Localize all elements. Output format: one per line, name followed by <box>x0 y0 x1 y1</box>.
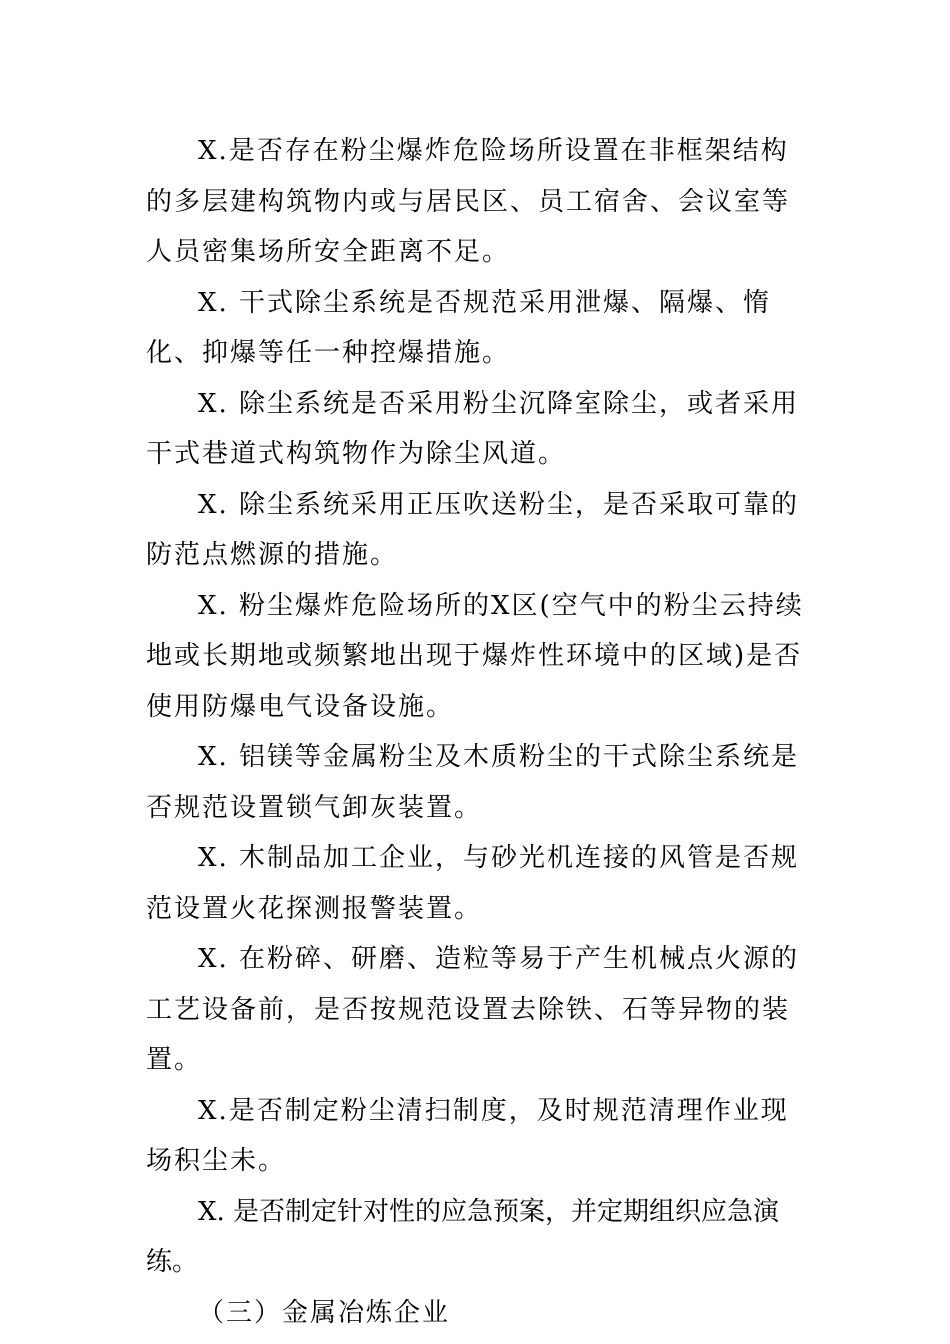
paragraph-dust-explosion-site: X.是否存在粉尘爆炸危险场所设置在非框架结构的多层建构筑物内或与居民区、员工宿舍、会议室等人员密集场所安全距离不足。 <box>146 136 791 267</box>
paragraph-airlock-unloading: X. 铝镁等金属粉尘及木质粉尘的干式除尘系统是否规范设置锁气卸灰装置。 <box>146 742 800 823</box>
paragraph-positive-pressure: X. 除尘系统采用正压吹送粉尘，是否采取可靠的防范点燃源的措施。 <box>146 489 800 570</box>
paragraph-explosion-proof-electrical: X. 粉尘爆炸危险场所的X区(空气中的粉尘云持续地或长期地或频繁地出现于爆炸性环境中的区域)是否使用防爆电气设备设施。 <box>146 590 804 722</box>
paragraph-cleaning-system: X.是否制定粉尘清扫制度，及时规范清理作业现场积尘未。 <box>146 1095 789 1176</box>
paragraph-settling-chamber: X. 除尘系统是否采用粉尘沉降室除尘，或者采用干式巷道式构筑物作为除尘风道。 <box>146 388 800 469</box>
paragraph-spark-detection: X. 木制品加工企业，与砂光机连接的风管是否规范设置火花探测报警装置。 <box>146 843 800 924</box>
paragraph-foreign-matter-removal: X. 在粉碎、研磨、造粒等易于产生机械点火源的工艺设备前，是否按规范设置去除铁、石等异物的装置。 <box>146 944 800 1075</box>
paragraph-emergency-plan: X. 是否制定针对性的应急预案，并定期组织应急演练。 <box>146 1196 780 1277</box>
paragraph-dry-dust-removal-control: X. 干式除尘系统是否规范采用泄爆、隔爆、惰化、抑爆等任一种控爆措施。 <box>146 287 772 368</box>
section-heading: （三）金属冶炼企业 <box>198 1297 451 1328</box>
document-body <box>146 126 811 1338</box>
